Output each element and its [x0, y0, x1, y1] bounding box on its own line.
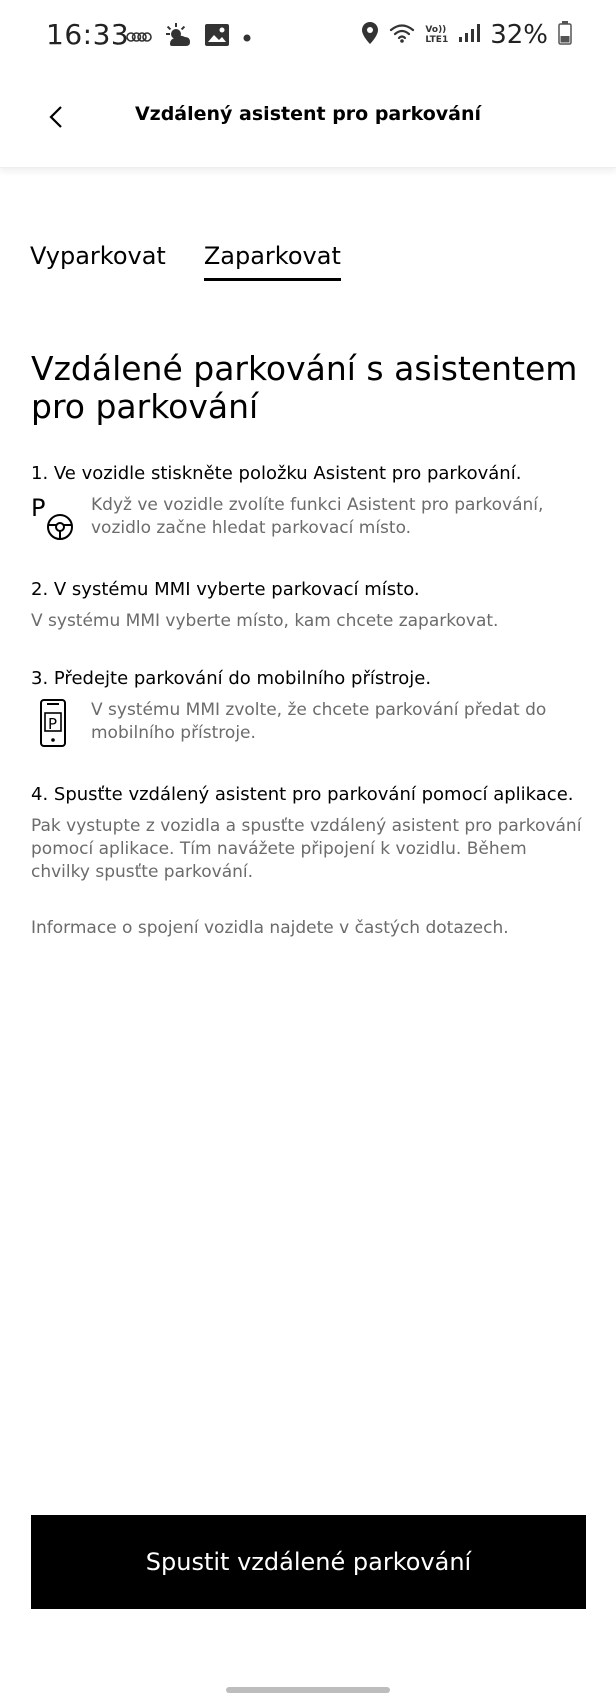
step-title: 1. Ve vozidle stiskněte položku Asistent pro parkování. — [31, 463, 522, 484]
audi-rings-icon — [126, 28, 152, 47]
wifi-icon — [389, 22, 415, 48]
step-2 — [31, 578, 587, 633]
step-title: 4. Spusťte vzdálený asistent pro parkování pomocí aplikace. — [31, 784, 574, 805]
step-1 — [31, 462, 587, 544]
svg-text:P: P — [31, 494, 46, 522]
step-title: 2. V systému MMI vyberte parkovací místo. — [31, 579, 420, 600]
location-icon — [361, 21, 379, 49]
park-assist-icon — [31, 494, 77, 544]
step-description: V systému MMI zvolte, že chcete parkování předat do mobilního přístroje. — [91, 700, 547, 743]
volte-icon: Vo)) LTE1 — [425, 25, 449, 45]
step-title: 3. Předejte parkování do mobilního přístroje. — [31, 668, 432, 689]
step-description: Pak vystupte z vozidla a spusťte vzdálený asistent pro parkování pomocí aplikace. Tím navážete připojení k vozidlu. Během chvilky spusťte parkování. — [31, 816, 582, 882]
home-indicator[interactable] — [226, 1687, 390, 1693]
system-icons — [361, 20, 572, 50]
battery-icon — [558, 21, 572, 49]
main-content — [31, 350, 587, 938]
tab-zaparkovat[interactable]: Zaparkovat — [204, 242, 341, 281]
signal-icon — [458, 23, 480, 47]
button-label: Spustit vzdálené parkování — [145, 1548, 472, 1576]
phone-parking-icon — [31, 699, 77, 749]
status-time: 16:33 — [46, 18, 130, 51]
step-3 — [31, 667, 587, 749]
status-bar — [0, 0, 616, 72]
dot-icon — [242, 28, 252, 47]
step-4 — [31, 783, 587, 884]
tab-bar — [30, 242, 341, 281]
step-description: V systému MMI vyberte místo, kam chcete zaparkovat. — [31, 611, 499, 631]
image-icon — [204, 23, 230, 51]
faq-info-text[interactable]: Informace o spojení vozidla najdete v častých dotazech. — [31, 918, 509, 938]
svg-text:P: P — [48, 715, 58, 733]
step-description: Když ve vozidle zvolíte funkci Asistent pro parkování, vozidlo začne hledat parkovací místo. — [91, 495, 544, 538]
start-remote-parking-button[interactable] — [31, 1515, 586, 1609]
battery-percentage: 32% — [490, 20, 548, 50]
tab-vyparkovat[interactable]: Vyparkovat — [30, 242, 166, 270]
app-header — [0, 72, 616, 168]
main-heading: Vzdálené parkování s asistentem pro parkování — [31, 349, 578, 426]
notification-icons — [126, 22, 252, 52]
weather-icon — [164, 22, 192, 52]
page-title: Vzdálený asistent pro parkování — [134, 103, 482, 125]
